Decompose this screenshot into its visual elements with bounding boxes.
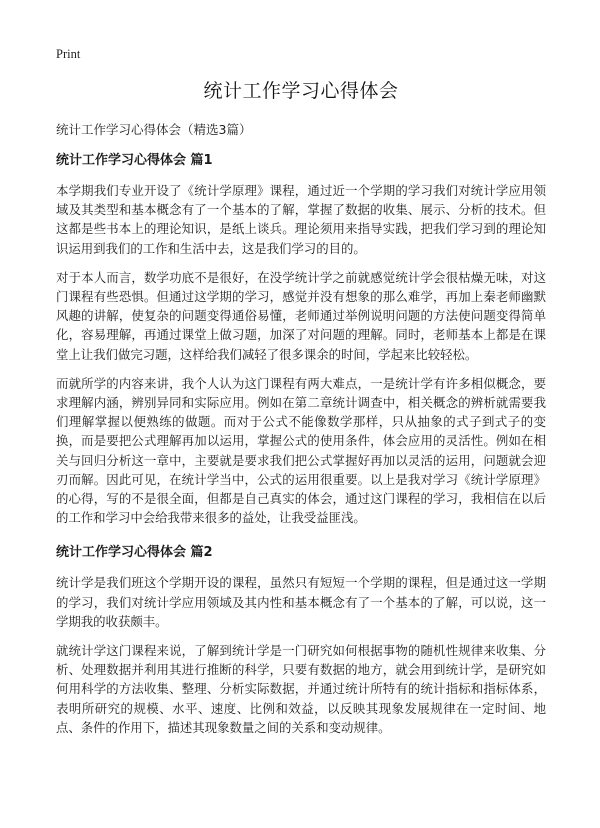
page-title: 统计工作学习心得体会 [203,80,399,102]
document-subtitle: 统计工作学习心得体会（精选3篇） [56,122,252,137]
paragraph: 就统计学这门课程来说，了解到统计学是一门研究如何根据事物的随机性规律来收集、分析、处理数据并利用其进行推断的科学，只要有数据的地方，就会用到统计学，是研究如何用科学的方法收集、整理、分析实际数据，并通过统计所特有的统计指标和指标体系，表明所研究的规模、水平、速度、比例和效益，以反映其现象发展规律在一定时间、地点、条件的作用下，描述其现象数量之间的关系和变动规律。 [56,643,546,735]
section-1 [56,151,546,527]
paragraph: 而就所学的内容来讲，我个人认为这门课程有两大难点，一是统计学有许多相似概念，要求理解内涵，辨别异同和实际应用。例如在第二章统计调查中，相关概念的辨析就需要我们理解掌握以便熟练的做题。而对于公式不能像数学那样，只从抽象的式子到式子的变换，而是要把公式理解再加以运用，掌握公式的使用条件，体会应用的灵活性。例如在相关与回归分析这一章中，主要就是要求我们把公式掌握好再加以灵活的运用，问题就会迎刃而解。因此可见，在统计学当中，公式的运用很重要。以上是我对学习《统计学原理》的心得，写的不是很全面，但都是自己真实的体会，通过这门课程的学习，我相信在以后的工作和学习中会给我带来很多的益处，让我受益匪浅。 [56,375,546,526]
paragraph: 对于本人而言，数学功底不是很好，在没学统计学之前就感觉统计学会很枯燥无味，对这门课程有些恐惧。但通过这学期的学习，感觉并没有想象的那么难学，再加上秦老师幽默风趣的讲解，使复杂的问题变得通俗易懂，老师通过举例说明问题的方法使问题变得简单化，容易理解，再通过课堂上做习题，加深了对问题的理解。同时，老师基本上都是在课堂上让我们做完习题，这样给我们减轻了很多课余的时间，学起来比较轻松。 [56,269,546,362]
paragraph: 统计学是我们班这个学期开设的课程，虽然只有短短一个学期的课程，但是通过这一学期的学习，我们对统计学应用领域及其内性和基本概念有了一个基本的了解，可以说，这一学期我的收获颇丰。 [56,575,546,629]
section-2 [56,543,546,737]
paragraph: 本学期我们专业开设了《统计学原理》课程，通过近一个学期的学习我们对统计学应用领域及其类型和基本概念有了一个基本的了解，掌握了数据的收集、展示、分析的技术。但这都是些书本上的理论知识，是纸上谈兵。理论须用来指导实践，把我们学习到的理论知识运用到我们的工作和生活中去，这是我们学习的目的。 [56,183,546,256]
section-heading: 统计工作学习心得体会 篇2 [56,545,213,561]
print-link[interactable]: Print [56,47,81,61]
section-heading: 统计工作学习心得体会 篇1 [56,153,213,168]
